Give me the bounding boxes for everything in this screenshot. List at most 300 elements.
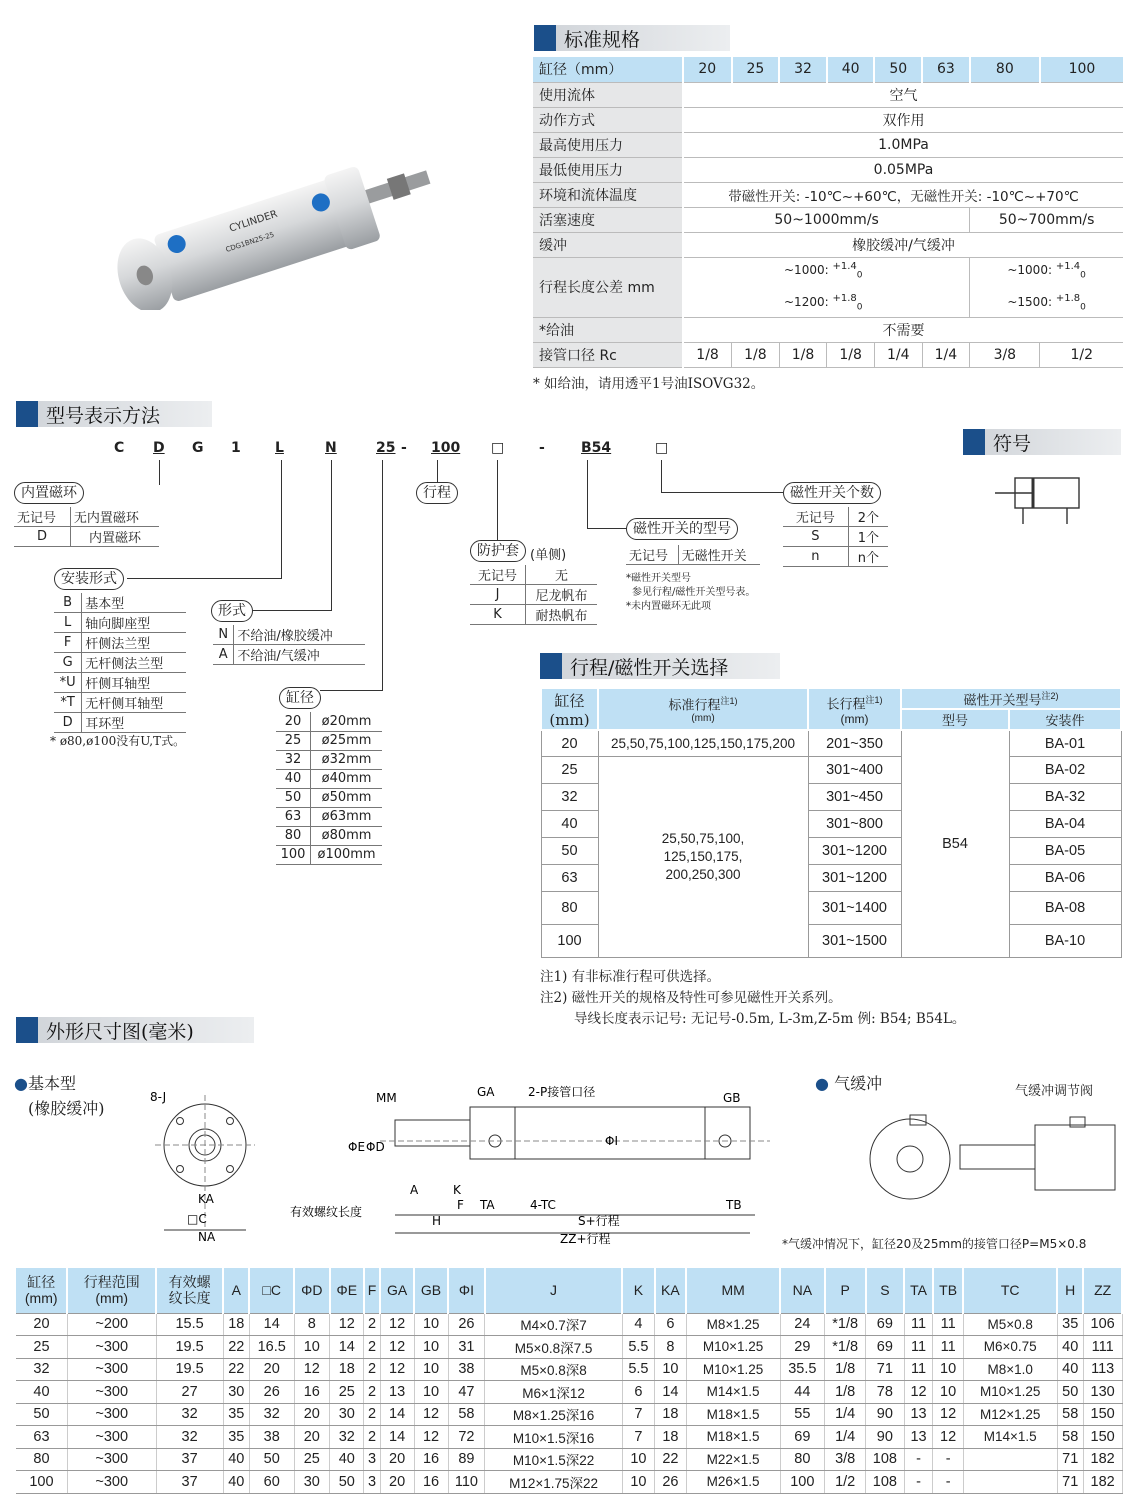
model-code-char: 100 xyxy=(431,440,461,456)
dim-header-cell: P xyxy=(825,1268,866,1313)
dim-cell: 19.5 xyxy=(156,1336,223,1359)
mount-table-cell: 杆侧耳轴型 xyxy=(82,673,186,693)
switch-count-table xyxy=(783,507,888,567)
dim-cell: M12×1.25 xyxy=(963,1403,1057,1426)
dim-header-cell: TC xyxy=(963,1268,1057,1313)
dim-cell: 5.5 xyxy=(622,1358,654,1381)
dim-cell: 40 xyxy=(223,1448,249,1471)
dim-cell: 50 xyxy=(16,1403,67,1426)
spec-table: 缸径（mm） 20 25 32 40 50 63 80 100 使用流体 空气 动作方式 双作用 最高使用压力 1.0MPa 最低使用压力 0.05MPa 环境和流体温度 带磁性开关: -10℃~+60℃，无磁性开关: -10℃~+70℃ 活塞速度 50~1000mm/s 50~700mm/s 缓冲 橡胶缓冲/气缓冲 行程长度公差 mm ~1000: $^{+1.4}_0$ ~1200: $^{+1.8}_0$ ~1000: $^{+1.4}_0$ ~1500: $^{+1.8}_0$ *给油 不需要 接管口径 Rc 1/8 1/8 1/8 1/8 1/4 1/4 3/8 1/2 xyxy=(533,57,1123,368)
dim-cell: M5×0.8 xyxy=(963,1313,1057,1336)
dim-row xyxy=(16,1381,1122,1404)
dim-cell: 12 xyxy=(330,1313,364,1336)
dim-row xyxy=(16,1448,1122,1471)
stroke-note-1: 注1) 有非标准行程可供选择。 xyxy=(540,969,721,985)
dim-cell: 4 xyxy=(622,1313,654,1336)
dim-cell: 20 xyxy=(380,1471,414,1494)
dim-cell: 108 xyxy=(866,1448,905,1471)
dim-cell: - xyxy=(904,1448,933,1471)
dim-cell: 130 xyxy=(1083,1381,1122,1404)
dim-cell: 106 xyxy=(1083,1313,1122,1336)
count-table-cell: 无记号 xyxy=(783,507,848,527)
dim-cell: 14 xyxy=(330,1336,364,1359)
dim-cell: 58 xyxy=(448,1403,485,1426)
spec-bore-col: 50 xyxy=(874,57,922,82)
bore-table-cell: ø63mm xyxy=(311,807,382,826)
dim-row xyxy=(16,1471,1122,1494)
dim-cell: 90 xyxy=(866,1403,905,1426)
model-code-char: L xyxy=(275,440,284,456)
dim-cell: 10 xyxy=(414,1313,448,1336)
spec-port-size: 1/2 xyxy=(1040,342,1123,367)
svg-text:K: K xyxy=(453,1183,461,1197)
dim-cell: 2 xyxy=(364,1336,380,1359)
mount-table-cell: 轴向脚座型 xyxy=(82,613,186,633)
dim-cell: 20 xyxy=(249,1358,294,1381)
dim-cell: 35 xyxy=(1057,1313,1083,1336)
dim-cell: 8 xyxy=(294,1313,330,1336)
model-code-char: □ xyxy=(655,440,669,456)
dim-cell: 38 xyxy=(249,1426,294,1449)
stroke-row: 63 301~1200 BA-06 xyxy=(541,864,1121,891)
dim-cell: 47 xyxy=(448,1381,485,1404)
dim-cell: 15.5 xyxy=(156,1313,223,1336)
dim-cell: 24 xyxy=(780,1313,825,1336)
dim-header-cell: ΦI xyxy=(448,1268,485,1313)
count-table-cell: n xyxy=(783,547,848,567)
dim-header-cell: NA xyxy=(780,1268,825,1313)
air-cushion-note: *气缓冲情况下，缸径20及25mm的接管口径P=M5×0.8 xyxy=(782,1237,1087,1251)
mount-table-cell: 耳环型 xyxy=(82,713,186,733)
dim-cell: 12 xyxy=(933,1403,963,1426)
boot-table xyxy=(470,565,597,625)
dim-cell: 10 xyxy=(933,1381,963,1404)
spec-port-size: 1/4 xyxy=(874,342,922,367)
boot-table-cell: 尼龙帆布 xyxy=(526,585,597,605)
count-table-cell: 1个 xyxy=(848,527,888,547)
dim-header-cell: J xyxy=(485,1268,622,1313)
dim-cell: 60 xyxy=(249,1471,294,1494)
dim-cell: 13 xyxy=(904,1403,933,1426)
dim-cell: 10 xyxy=(414,1336,448,1359)
dim-cell: 32 xyxy=(156,1403,223,1426)
dim-cell: 13 xyxy=(380,1381,414,1404)
dim-cell: 18 xyxy=(655,1426,687,1449)
switch-model-notes: *磁性开关型号 参见行程/磁性开关型号表。 *未内置磁环无此项 xyxy=(626,573,756,612)
svg-text:ΦD: ΦD xyxy=(366,1140,385,1154)
dim-cell: 27 xyxy=(156,1381,223,1404)
dim-header-cell: F xyxy=(364,1268,380,1313)
stroke-sel-title: 行程/磁性开关选择 xyxy=(540,653,780,679)
dim-cell: 71 xyxy=(1057,1471,1083,1494)
bore-table-cell: 80 xyxy=(276,826,311,845)
boot-table-cell: 无记号 xyxy=(470,565,526,585)
svg-text:H: H xyxy=(432,1214,442,1228)
type-table-cell: N xyxy=(213,625,234,645)
dim-cell: 182 xyxy=(1083,1448,1122,1471)
dim-cell: ~300 xyxy=(67,1403,156,1426)
dim-cell: 2 xyxy=(364,1381,380,1404)
type-table xyxy=(213,625,365,665)
dim-cell: 12 xyxy=(414,1426,448,1449)
dim-cell: 69 xyxy=(780,1426,825,1449)
dim-cell: ~300 xyxy=(67,1336,156,1359)
dim-cell: 8 xyxy=(655,1336,687,1359)
dim-cell: 40 xyxy=(1057,1358,1083,1381)
spec-footnote: * 如给油，请用透平1号油ISOVG32。 xyxy=(533,376,765,392)
model-code-char: □ xyxy=(491,440,505,456)
mount-table-cell: G xyxy=(54,653,82,673)
dim-cell: 150 xyxy=(1083,1403,1122,1426)
model-section-title: 型号表示方法 xyxy=(16,401,212,427)
dim-cell: ~300 xyxy=(67,1381,156,1404)
switch-model-table: 无记号 无磁性开关 xyxy=(626,545,760,565)
type-table-cell: 不给油/气缓冲 xyxy=(234,645,365,665)
bore-table-cell: 32 xyxy=(276,750,311,769)
dim-cell: 2 xyxy=(364,1403,380,1426)
model-code-char: D xyxy=(153,440,165,456)
stroke-row: 32 301~450 BA-32 xyxy=(541,783,1121,810)
dim-cell: 78 xyxy=(866,1381,905,1404)
svg-text:ZZ+行程: ZZ+行程 xyxy=(560,1232,611,1246)
svg-text:F: F xyxy=(457,1198,464,1212)
dim-cell: M14×1.5 xyxy=(686,1381,780,1404)
dim-cell: 10 xyxy=(655,1358,687,1381)
dimension-drawing xyxy=(130,1085,1130,1250)
stroke-row: 50 301~1200 BA-05 xyxy=(541,837,1121,864)
dim-cell: 10 xyxy=(622,1471,654,1494)
model-code-char: G xyxy=(192,440,204,456)
dim-cell: 32 xyxy=(156,1426,223,1449)
spec-port-size: 1/8 xyxy=(683,342,732,367)
stroke-row: 100 301~1500 BA-10 xyxy=(541,924,1121,957)
dim-cell: 10 xyxy=(414,1381,448,1404)
spec-port-size: 1/8 xyxy=(732,342,780,367)
stroke-row: 40 301~800 BA-04 xyxy=(541,810,1121,837)
stroke-row: 20 25,50,75,100,125,150,175,200 201~350 B54 BA-01 xyxy=(541,730,1121,756)
svg-text:S+行程: S+行程 xyxy=(578,1214,620,1228)
spec-bore-col: 32 xyxy=(779,57,827,82)
dim-cell: 16 xyxy=(294,1381,330,1404)
dim-cell: 12 xyxy=(414,1403,448,1426)
dim-header-cell: ΦE xyxy=(330,1268,364,1313)
dim-cell: 30 xyxy=(294,1471,330,1494)
dim-cell: 26 xyxy=(655,1471,687,1494)
boot-table-cell: J xyxy=(470,585,526,605)
count-table-cell: n个 xyxy=(848,547,888,567)
dim-cell: 1/8 xyxy=(825,1381,866,1404)
type-table-cell: A xyxy=(213,645,234,665)
dim-cell: *1/8 xyxy=(825,1313,866,1336)
spec-bore-col: 20 xyxy=(683,57,732,82)
boot-table-cell: K xyxy=(470,605,526,625)
dim-cell: 30 xyxy=(223,1381,249,1404)
spec-bore-col: 40 xyxy=(827,57,875,82)
dim-cell: 31 xyxy=(448,1336,485,1359)
svg-text:ΦI: ΦI xyxy=(605,1134,618,1148)
dim-cell: 50 xyxy=(249,1448,294,1471)
spec-bore-col: 80 xyxy=(970,57,1040,82)
dim-cell: 100 xyxy=(780,1471,825,1494)
dim-cell: M12×1.75深22 xyxy=(485,1471,622,1494)
dim-cell: 69 xyxy=(866,1336,905,1359)
bore-table-cell: 40 xyxy=(276,769,311,788)
dim-cell: 80 xyxy=(16,1448,67,1471)
model-code-char: 25 xyxy=(376,440,396,456)
magnet-table: 无记号 无内置磁环 D 内置磁环 xyxy=(14,507,159,547)
dim-cell: 14 xyxy=(380,1426,414,1449)
dim-cell: 29 xyxy=(780,1336,825,1359)
dim-header-cell: KA xyxy=(655,1268,687,1313)
dim-header-cell: A xyxy=(223,1268,249,1313)
spec-port-size: 1/4 xyxy=(922,342,970,367)
dim-cell: 20 xyxy=(380,1448,414,1471)
dim-cell: 71 xyxy=(1057,1448,1083,1471)
dim-cell: 16.5 xyxy=(249,1336,294,1359)
spec-bore-col: 100 xyxy=(1040,57,1123,82)
bore-table-cell: 25 xyxy=(276,731,311,750)
svg-text:□C: □C xyxy=(187,1212,207,1226)
dim-cell: 7 xyxy=(622,1403,654,1426)
dim-cell: 20 xyxy=(16,1313,67,1336)
dim-cell: M10×1.5深22 xyxy=(485,1448,622,1471)
dim-cell: M6×0.75 xyxy=(963,1336,1057,1359)
dim-cell: 3/8 xyxy=(825,1448,866,1471)
switch-count-label: 磁性开关个数 xyxy=(783,482,881,504)
dim-cell: 14 xyxy=(249,1313,294,1336)
dim-cell: 35.5 xyxy=(780,1358,825,1381)
dim-cell: ~200 xyxy=(67,1313,156,1336)
dim-cell: M4×0.7深7 xyxy=(485,1313,622,1336)
dim-cell: 11 xyxy=(904,1313,933,1336)
count-table-cell: S xyxy=(783,527,848,547)
bore-table-cell: 63 xyxy=(276,807,311,826)
dim-cell: 63 xyxy=(16,1426,67,1449)
dim-cell: 72 xyxy=(448,1426,485,1449)
model-code-char: C xyxy=(114,440,125,456)
bore-table-cell: 50 xyxy=(276,788,311,807)
dim-cell: 108 xyxy=(866,1471,905,1494)
dim-header-cell: S xyxy=(866,1268,905,1313)
dim-cell: 113 xyxy=(1083,1358,1122,1381)
dimension-table xyxy=(16,1268,1123,1494)
dim-cell: 12 xyxy=(933,1426,963,1449)
dim-cell: 1/4 xyxy=(825,1403,866,1426)
dim-cell: 10 xyxy=(414,1358,448,1381)
dim-cell: 25 xyxy=(294,1448,330,1471)
dim-cell: 11 xyxy=(904,1336,933,1359)
bore-table-cell: 100 xyxy=(276,845,311,864)
dim-cell: 18 xyxy=(655,1403,687,1426)
boot-table-cell: 无 xyxy=(526,565,597,585)
dim-cell: 18 xyxy=(223,1313,249,1336)
stroke-switch-table: 缸径 (mm) 标准行程$^{注1)}$ (mm) 长行程$^{注1)}$ (mm) 磁性开关型号$^{注2)}$ 型号 安装件 20 25,50,75,100,125,150,175,200 201~350 B54 BA-01 25 25,50,75,100, 125,150,175, 200,250,300 301~400 BA-02 32 301~450 BA-32 40 301~800 BA-04 50 301~1200 BA-05 63 301~1200 BA-06 80 301~1400 BA-08 100 301~1500 BA-10 xyxy=(540,687,1122,958)
cylinder-product-image xyxy=(100,160,450,310)
model-code-char: - xyxy=(539,440,545,456)
dim-header-cell: K xyxy=(622,1268,654,1313)
svg-text:NA: NA xyxy=(198,1230,216,1244)
stroke-note-3: 导线长度表示记号: 无记号-0.5m, L-3m,Z-5m 例: B54; B54L。 xyxy=(574,1011,966,1027)
switch-model-label: 磁性开关的型号 xyxy=(626,518,738,540)
dim-cell: 12 xyxy=(380,1313,414,1336)
dim-cell: 32 xyxy=(16,1358,67,1381)
dim-cell: 37 xyxy=(156,1448,223,1471)
dim-cell: 22 xyxy=(223,1358,249,1381)
dim-cell: 40 xyxy=(1057,1336,1083,1359)
boot-label: 防护套 xyxy=(470,540,526,562)
dim-cell: 35 xyxy=(223,1403,249,1426)
dim-cell: 2 xyxy=(364,1313,380,1336)
dim-header-cell: 有效螺 纹长度 xyxy=(156,1268,223,1313)
dim-cell: 32 xyxy=(249,1403,294,1426)
dim-cell: M5×0.8深7.5 xyxy=(485,1336,622,1359)
dim-cell: M10×1.5深16 xyxy=(485,1426,622,1449)
dim-cell: 11 xyxy=(933,1313,963,1336)
dim-cell: 12 xyxy=(904,1381,933,1404)
dim-cell: 44 xyxy=(780,1381,825,1404)
symbol-section-title: 符号 xyxy=(963,429,1121,455)
bore-table-cell: ø100mm xyxy=(311,845,382,864)
spec-port-size: 1/8 xyxy=(827,342,875,367)
dim-cell: 6 xyxy=(622,1381,654,1404)
dim-cell: M14×1.5 xyxy=(963,1426,1057,1449)
dim-cell: 100 xyxy=(16,1471,67,1494)
mount-note: * ø80,ø100没有U,T式。 xyxy=(50,734,186,748)
svg-text:有效螺纹长度: 有效螺纹长度 xyxy=(290,1205,363,1219)
model-code-char: - xyxy=(401,440,407,456)
dim-row xyxy=(16,1403,1122,1426)
mount-table xyxy=(54,593,186,733)
dim-cell: ~300 xyxy=(67,1471,156,1494)
svg-text:GB: GB xyxy=(723,1091,741,1105)
dim-header-cell: GA xyxy=(380,1268,414,1313)
mount-table-cell: B xyxy=(54,593,82,613)
dim-cell: 25 xyxy=(16,1336,67,1359)
svg-text:KA: KA xyxy=(198,1192,214,1206)
dim-cell: 10 xyxy=(294,1336,330,1359)
dim-cell: 11 xyxy=(904,1358,933,1381)
mount-table-cell: 无杆侧耳轴型 xyxy=(82,693,186,713)
dim-cell: M10×1.25 xyxy=(686,1358,780,1381)
dim-header-cell: □C xyxy=(249,1268,294,1313)
dim-cell: 22 xyxy=(655,1448,687,1471)
dim-cell: 182 xyxy=(1083,1471,1122,1494)
svg-text:A: A xyxy=(410,1183,419,1197)
dim-cell: 12 xyxy=(380,1358,414,1381)
dim-cell: 90 xyxy=(866,1426,905,1449)
product-model-text: CDG1BN25-25 xyxy=(224,230,276,254)
dim-cell xyxy=(963,1471,1057,1494)
dim-header-cell: TB xyxy=(933,1268,963,1313)
dim-header-cell: 缸径 (mm) xyxy=(16,1268,67,1313)
dim-cell: 1/8 xyxy=(825,1358,866,1381)
dim-cell: 13 xyxy=(904,1426,933,1449)
mount-table-cell: F xyxy=(54,633,82,653)
dim-cell: 30 xyxy=(330,1403,364,1426)
dim-cell xyxy=(963,1448,1057,1471)
dim-cell: 40 xyxy=(223,1471,249,1494)
dim-cell: ~300 xyxy=(67,1426,156,1449)
dim-cell: 50 xyxy=(1057,1381,1083,1404)
dim-cell: 58 xyxy=(1057,1403,1083,1426)
dim-cell: 22 xyxy=(223,1336,249,1359)
mount-label: 安装形式 xyxy=(54,568,124,590)
mount-table-cell: 无杆侧法兰型 xyxy=(82,653,186,673)
type-table-cell: 不给油/橡胶缓冲 xyxy=(234,625,365,645)
basic-type-label: ●基本型 xyxy=(14,1074,76,1093)
bore-table-cell: ø32mm xyxy=(311,750,382,769)
dim-cell: 20 xyxy=(294,1403,330,1426)
dim-cell: 2 xyxy=(364,1426,380,1449)
cylinder-symbol-icon xyxy=(995,470,1095,530)
dim-cell: 3 xyxy=(364,1471,380,1494)
dim-cell: 14 xyxy=(655,1381,687,1404)
dim-cell: M8×1.25深16 xyxy=(485,1403,622,1426)
dim-cell: 40 xyxy=(330,1448,364,1471)
dim-row xyxy=(16,1336,1122,1359)
dim-cell: 19.5 xyxy=(156,1358,223,1381)
mount-table-cell: L xyxy=(54,613,82,633)
dim-cell: M6×1深12 xyxy=(485,1381,622,1404)
mount-table-cell: *U xyxy=(54,673,82,693)
boot-table-cell: 耐热帆布 xyxy=(526,605,597,625)
dim-header-cell: H xyxy=(1057,1268,1083,1313)
dim-cell: M22×1.5 xyxy=(686,1448,780,1471)
dim-header-cell: TA xyxy=(904,1268,933,1313)
dim-cell: M26×1.5 xyxy=(686,1471,780,1494)
dim-section-title: 外形尺寸图(毫米) xyxy=(16,1017,254,1043)
dim-header-cell: ΦD xyxy=(294,1268,330,1313)
dim-cell: 12 xyxy=(380,1336,414,1359)
dim-cell: 150 xyxy=(1083,1426,1122,1449)
dim-cell: 7 xyxy=(622,1426,654,1449)
svg-text:2-P接管口径: 2-P接管口径 xyxy=(528,1085,596,1099)
svg-text:TA: TA xyxy=(480,1198,495,1212)
dim-cell: 89 xyxy=(448,1448,485,1471)
dim-cell: 58 xyxy=(1057,1426,1083,1449)
dim-cell: 12 xyxy=(294,1358,330,1381)
dim-cell: *1/8 xyxy=(825,1336,866,1359)
type-label: 形式 xyxy=(211,600,253,622)
bore-table-cell: ø20mm xyxy=(311,712,382,731)
spec-bore-col: 25 xyxy=(732,57,780,82)
dim-cell: 26 xyxy=(249,1381,294,1404)
dim-cell: 10 xyxy=(622,1448,654,1471)
svg-text:TB: TB xyxy=(726,1198,742,1212)
bore-table-cell: ø40mm xyxy=(311,769,382,788)
magnet-label: 内置磁环 xyxy=(14,482,84,504)
svg-text:ΦE: ΦE xyxy=(348,1140,366,1154)
dim-cell: 50 xyxy=(330,1471,364,1494)
dim-row xyxy=(16,1426,1122,1449)
dim-cell: 2 xyxy=(364,1358,380,1381)
stroke-label: 行程 xyxy=(416,482,458,504)
dim-cell: 14 xyxy=(380,1403,414,1426)
dim-cell: - xyxy=(933,1471,963,1494)
dim-cell: 1/2 xyxy=(825,1471,866,1494)
dim-cell: M10×1.25 xyxy=(686,1336,780,1359)
dim-cell: M18×1.5 xyxy=(686,1426,780,1449)
dim-cell: 16 xyxy=(414,1471,448,1494)
dim-cell: 25 xyxy=(330,1381,364,1404)
dim-row xyxy=(16,1358,1122,1381)
dim-header-cell: GB xyxy=(414,1268,448,1313)
dim-cell: 32 xyxy=(330,1426,364,1449)
bore-label: 缸径 xyxy=(279,687,321,709)
dim-cell: 10 xyxy=(933,1358,963,1381)
bore-table-cell: ø50mm xyxy=(311,788,382,807)
dim-header-cell: ZZ xyxy=(1083,1268,1122,1313)
